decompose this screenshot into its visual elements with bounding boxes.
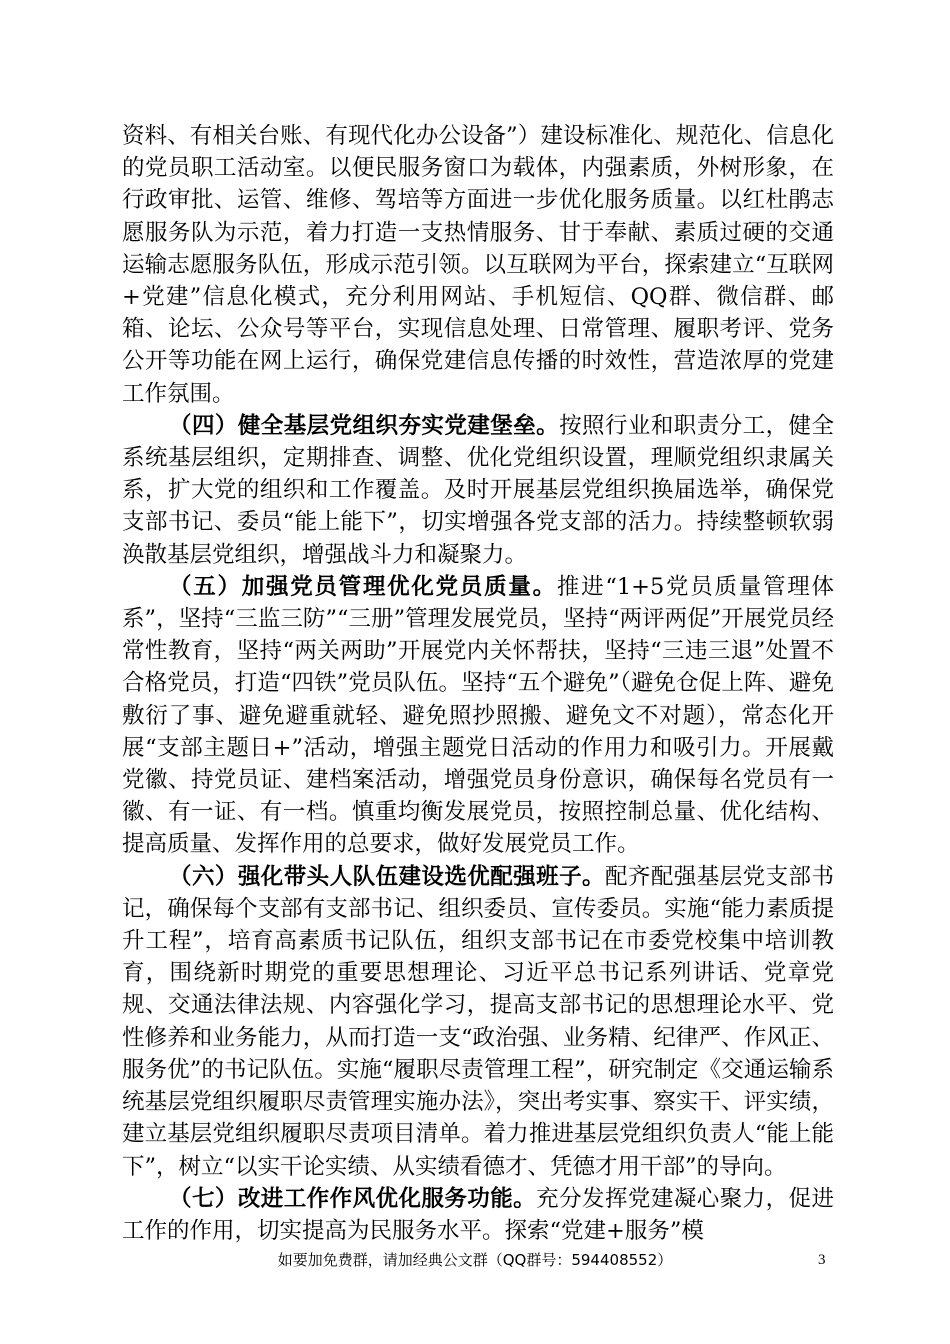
section-heading: （四）健全基层党组织夯实党建堡垒。 — [169, 412, 560, 439]
page-number: 3 — [818, 1252, 826, 1268]
section-heading: （五）加强党员管理优化党员质量。 — [169, 573, 557, 600]
paragraph-text: 充分发挥党建凝心聚力，促进工作的作用，切实提高为民服务水平。探索“党建+服务”模 — [122, 1185, 834, 1244]
paragraph-section-7 — [122, 1183, 834, 1247]
paragraph-text: 按照行业和职责分工，健全系统基层组织，定期排查、调整、优化党组织设置，理顺党组织隶属关系，扩大党的组织和工作覆盖。及时开展基层党组织换届选举，确保党支部书记、委员“能上能下”，切实增强各党支部的活力。持续整顿软弱涣散基层党组织，增强战斗力和凝聚力。 — [122, 412, 834, 568]
section-heading: （七）改进工作作风优化服务功能。 — [169, 1185, 537, 1212]
paragraph-text: 配齐配强基层党支部书记，确保每个支部有支部书记、组织委员、宣传委员。实施“能力素质提升工程”，培育高素质书记队伍，组织支部书记在市委党校集中培训教育，围绕新时期党的重要思想理论、习近平总书记系列讲话、党章党规、交通法律法规、内容强化学习，提高支部书记的思想理论水平、党性修养和业务能力，从而打造一支“政治强、业务精、纪律严、作风正、服务优”的书记队伍。实施“履职尽责管理工程”，研究制定《交通运输系统基层党组织履职尽责管理实施办法》，突出考实事、察实干、评实绩，建立基层党组织履职尽责项目清单。着力推进基层党组织负责人“能上能下”，树立“以实干论实绩、从实绩看德才、凭德才用干部”的导向。 — [122, 863, 834, 1180]
paragraph-text: 推进“1+5党员质量管理体系”，坚持“三监三防”“三册”管理发展党员，坚持“两评两促”开展党员经常性教育，坚持“两关两助”开展党内关怀帮扶，坚持“三违三退”处置不合格党员，打造“四铁”党员队伍。坚持“五个避免”（避免仓促上阵、避免敷衍了事、避免避重就轻、避免照抄照搬、避免文不对题），常态化开展“支部主题日+”活动，增强主题党日活动的作用力和吸引力。开展戴党徽、持党员证、建档案活动，增强党员身份意识，确保每名党员有一徽、有一证、有一档。慎重均衡发展党员，按照控制总量、优化结构、提高质量、发挥作用的总要求，做好发展党员工作。 — [122, 573, 834, 858]
paragraph-section-6 — [122, 861, 834, 1183]
paragraph-section-5 — [122, 571, 834, 861]
footer-note: 如要加免费群，请加经典公文群（QQ群号：594408552） — [277, 1251, 673, 1269]
document-body — [122, 120, 834, 1247]
paragraph-continuation — [122, 120, 834, 410]
section-heading: （六）强化带头人队伍建设选优配强班子。 — [169, 863, 605, 890]
paragraph-section-4 — [122, 410, 834, 571]
paragraph-text: 资料、有相关台账、有现代化办公设备”）建设标准化、规范化、信息化的党员职工活动室。以便民服务窗口为载体，内强素质，外树形象，在行政审批、运管、维修、驾培等方面进一步优化服务质量。以红杜鹃志愿服务队为示范，着力打造一支热情服务、甘于奉献、素质过硬的交通运输志愿服务队伍，形成示范引领。以互联网为平台，探索建立“互联网+党建”信息化模式，充分利用网站、手机短信、QQ群、微信群、邮箱、论坛、公众号等平台，实现信息处理、日常管理、履职考评、党务公开等功能在网上运行，确保党建信息传播的时效性，营造浓厚的党建工作氛围。 — [122, 123, 834, 407]
